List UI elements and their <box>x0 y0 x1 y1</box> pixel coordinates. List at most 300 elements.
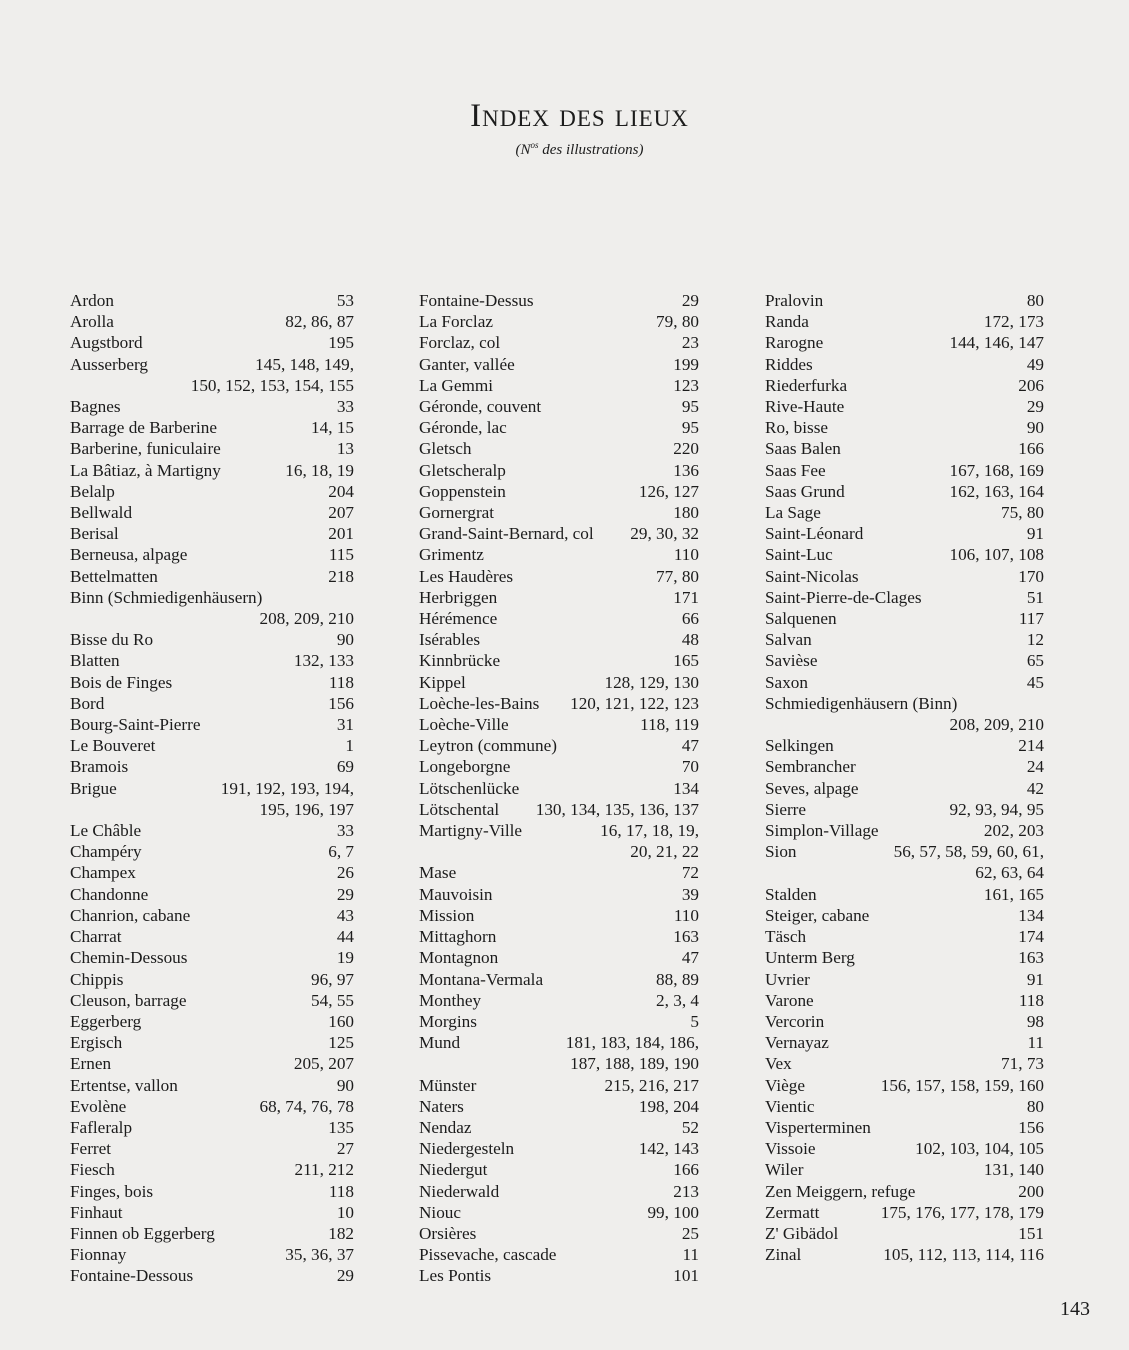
entry-pages: 156 <box>328 693 354 713</box>
entry-pages: 65 <box>1026 651 1044 671</box>
entry-pages: 35, 36, 37 <box>285 1245 354 1265</box>
entry-place: Gletsch <box>419 439 472 459</box>
index-entry <box>419 354 699 375</box>
entry-place: Mase <box>419 863 457 883</box>
index-entry <box>765 693 1044 714</box>
entry-place: Pissevache, cascade <box>419 1245 557 1265</box>
entry-place: Rive-Haute <box>765 397 845 417</box>
entry-place: Ergisch <box>70 1033 123 1053</box>
entry-pages: 120, 121, 122, 123 <box>570 693 699 713</box>
entry-pages: 123 <box>673 375 699 395</box>
entry-place: Schmiedigenhäusern (Binn) <box>765 693 958 713</box>
entry-place: Mauvoisin <box>419 884 493 904</box>
entry-place: Saint-Nicolas <box>765 566 859 586</box>
entry-place: Saas Grund <box>765 481 845 501</box>
entry-place: Bois de Finges <box>70 672 173 692</box>
index-entry <box>70 1202 354 1223</box>
entry-place: Gornergrat <box>419 503 495 523</box>
entry-place: Zermatt <box>765 1202 820 1222</box>
index-entry <box>70 523 354 544</box>
entry-pages: 156 <box>1018 1117 1044 1137</box>
entry-pages: 166 <box>1018 439 1044 459</box>
entry-place: Isérables <box>419 630 481 650</box>
entry-place: Bellwald <box>70 503 133 523</box>
entry-place: Saint-Luc <box>765 545 833 565</box>
entry-place: Täsch <box>765 927 807 947</box>
entry-pages: 110 <box>673 905 699 925</box>
entry-place: Le Bouveret <box>70 736 156 756</box>
entry-place: Chemin-Dessous <box>70 948 188 968</box>
index-entry <box>765 290 1044 311</box>
index-entry <box>70 290 354 311</box>
entry-place: Zinal <box>765 1245 802 1265</box>
entry-place: Savièse <box>765 651 818 671</box>
entry-pages: 29 <box>681 291 699 310</box>
index-entry <box>765 523 1044 544</box>
index-entry <box>419 523 699 544</box>
entry-place: Vientic <box>765 1096 815 1116</box>
index-entry <box>765 375 1044 396</box>
entry-place: Bagnes <box>70 397 121 417</box>
entry-pages: 206 <box>1018 375 1044 395</box>
index-entry <box>765 1223 1044 1244</box>
entry-place: Leytron (commune) <box>419 736 557 756</box>
index-entry <box>419 332 699 353</box>
index-entry <box>419 926 699 947</box>
entry-pages: 92, 93, 94, 95 <box>949 799 1044 819</box>
entry-pages: 115 <box>328 545 354 565</box>
entry-pages: 170 <box>1018 566 1044 586</box>
entry-pages: 2, 3, 4 <box>656 990 699 1010</box>
entry-pages: 53 <box>336 291 354 310</box>
entry-place: Niouc <box>419 1202 462 1222</box>
entry-pages: 132, 133 <box>293 651 354 671</box>
index-entry <box>70 481 354 502</box>
entry-place: Sion <box>765 842 797 862</box>
index-entry <box>70 332 354 353</box>
entry-pages: 29, 30, 32 <box>630 524 699 544</box>
entry-pages: 167, 168, 169 <box>949 460 1044 480</box>
entry-pages: 24 <box>1026 757 1044 777</box>
entry-place: Champex <box>70 863 136 883</box>
entry-place: Finges, bois <box>70 1181 154 1201</box>
entry-pages: 105, 112, 113, 114, 116 <box>883 1245 1044 1265</box>
entry-pages: 191, 192, 193, 194, <box>220 778 354 798</box>
page-subtitle <box>0 140 1129 159</box>
entry-pages: 145, 148, 149, <box>255 354 354 374</box>
entry-place: Fafleralp <box>70 1117 133 1137</box>
entry-place: Selkingen <box>765 736 834 756</box>
entry-pages: 49 <box>1026 354 1044 374</box>
entry-pages: 66 <box>681 609 699 629</box>
entry-place: Cleuson, barrage <box>70 990 187 1010</box>
index-entry <box>765 1011 1044 1032</box>
index-entry <box>765 417 1044 438</box>
entry-place: Niederwald <box>419 1181 500 1201</box>
entry-place: Augstbord <box>70 333 143 353</box>
entry-pages: 99, 100 <box>647 1202 699 1222</box>
page-title: Index des lieux <box>470 98 689 134</box>
entry-place: Ausserberg <box>70 354 148 374</box>
index-entry <box>765 481 1044 502</box>
entry-place: Forclaz, col <box>419 333 501 353</box>
index-entry <box>765 926 1044 947</box>
entry-pages: 71, 73 <box>1001 1054 1044 1074</box>
index-entry <box>419 311 699 332</box>
entry-place: Riederfurka <box>765 375 848 395</box>
index-entry <box>70 1159 354 1180</box>
entry-pages: 25 <box>681 1223 699 1243</box>
entry-pages: 29 <box>336 884 354 904</box>
index-entry <box>765 672 1044 693</box>
entry-pages: 162, 163, 164 <box>949 481 1044 501</box>
entry-pages: 47 <box>681 736 699 756</box>
index-entry <box>765 502 1044 523</box>
entry-place: La Forclaz <box>419 312 493 332</box>
entry-place: Mittaghorn <box>419 927 497 947</box>
entry-place: Varone <box>765 990 814 1010</box>
index-entry <box>765 396 1044 417</box>
entry-pages: 96, 97 <box>311 969 354 989</box>
index-entry <box>765 799 1044 820</box>
entry-place: Belalp <box>70 481 115 501</box>
entry-pages: 42 <box>1026 778 1044 798</box>
entry-pages: 29 <box>1026 397 1044 417</box>
index-entry <box>765 841 1044 862</box>
entry-pages: 135 <box>328 1117 354 1137</box>
entry-place: Orsières <box>419 1223 477 1243</box>
entry-place: Salvan <box>765 630 812 650</box>
index-entry <box>419 650 699 671</box>
entry-place: Barrage de Barberine <box>70 418 217 438</box>
entry-pages: 95 <box>681 397 699 417</box>
index-entry <box>419 587 699 608</box>
index-entry <box>70 1011 354 1032</box>
entry-pages: 218 <box>328 566 354 586</box>
entry-place: Evolène <box>70 1096 127 1116</box>
entry-pages: 102, 103, 104, 105 <box>915 1139 1044 1159</box>
index-entry <box>765 1202 1044 1223</box>
index-entry <box>70 693 354 714</box>
index-entry <box>70 566 354 587</box>
index-entry <box>419 460 699 481</box>
entry-pages: 156, 157, 158, 159, 160 <box>880 1075 1044 1095</box>
index-entry <box>419 1096 699 1117</box>
entry-place: Bisse du Ro <box>70 630 154 650</box>
index-entry <box>419 1223 699 1244</box>
index-entry <box>419 1159 699 1180</box>
entry-pages: 33 <box>336 821 354 841</box>
index-entry <box>70 1075 354 1096</box>
entry-place: Arolla <box>70 312 114 332</box>
index-entry <box>70 820 354 841</box>
entry-place: Nendaz <box>419 1117 472 1137</box>
index-entry <box>419 990 699 1011</box>
entry-pages: 14, 15 <box>311 418 354 438</box>
entry-pages: 90 <box>336 1075 354 1095</box>
entry-pages: 128, 129, 130 <box>604 672 699 692</box>
index-entry <box>765 566 1044 587</box>
entry-place: Steiger, cabane <box>765 905 870 925</box>
entry-pages: 12 <box>1026 630 1044 650</box>
index-entry <box>70 714 354 735</box>
page-number: 143 <box>1060 1298 1090 1320</box>
entry-pages: 110 <box>673 545 699 565</box>
index-entry <box>419 290 699 311</box>
entry-pages: 56, 57, 58, 59, 60, 61, <box>893 842 1044 862</box>
entry-place: Blatten <box>70 651 120 671</box>
entry-place: Brigue <box>70 778 117 798</box>
entry-pages: 201 <box>328 524 354 544</box>
index-entry <box>419 862 699 883</box>
entry-place: Niedergesteln <box>419 1139 515 1159</box>
index-entry <box>70 1244 354 1265</box>
index-entry <box>419 629 699 650</box>
index-entry <box>765 1159 1044 1180</box>
entry-pages-continued: 208, 209, 210 <box>949 715 1044 735</box>
index-entry <box>765 650 1044 671</box>
index-entry <box>419 438 699 459</box>
entry-place: Champéry <box>70 842 142 862</box>
entry-pages: 98 <box>1026 1011 1044 1031</box>
index-entry <box>70 1053 354 1074</box>
entry-place: Zen Meiggern, refuge <box>765 1181 916 1201</box>
index-entry <box>765 969 1044 990</box>
entry-pages: 205, 207 <box>293 1054 354 1074</box>
entry-place: Sembrancher <box>765 757 856 777</box>
entry-place: Chandonne <box>70 884 149 904</box>
index-entry <box>419 778 699 799</box>
entry-place: Ardon <box>70 291 114 310</box>
index-entry <box>70 735 354 756</box>
index-entry <box>70 650 354 671</box>
entry-pages: 131, 140 <box>983 1160 1044 1180</box>
index-entry <box>70 1265 354 1286</box>
index-entry <box>419 502 699 523</box>
index-entry <box>765 756 1044 777</box>
entry-place: Mission <box>419 905 475 925</box>
entry-place: Münster <box>419 1075 477 1095</box>
index-entry <box>765 1096 1044 1117</box>
entry-place: Charrat <box>70 927 122 947</box>
entry-pages-continued: 150, 152, 153, 154, 155 <box>190 375 354 395</box>
entry-place: Fontaine-Dessous <box>70 1266 194 1286</box>
entry-place: Vernayaz <box>765 1033 829 1053</box>
entry-pages: 91 <box>1026 969 1044 989</box>
entry-pages: 47 <box>681 948 699 968</box>
index-entry <box>70 969 354 990</box>
entry-place: Finhaut <box>70 1202 123 1222</box>
entry-pages: 33 <box>336 397 354 417</box>
entry-place: Vissoie <box>765 1139 816 1159</box>
entry-place: Riddes <box>765 354 813 374</box>
entry-place: Niedergut <box>419 1160 488 1180</box>
index-entry <box>70 311 354 332</box>
entry-place: Kinnbrücke <box>419 651 501 671</box>
entry-pages: 199 <box>673 354 699 374</box>
index-entry <box>419 1075 699 1096</box>
index-entry <box>419 905 699 926</box>
entry-pages: 6, 7 <box>328 842 354 862</box>
entry-pages: 207 <box>328 503 354 523</box>
entry-pages: 165 <box>673 651 699 671</box>
entry-place: Saxon <box>765 672 808 692</box>
entry-pages: 13 <box>336 439 354 459</box>
entry-place: Naters <box>419 1096 464 1116</box>
index-entry <box>765 1181 1044 1202</box>
entry-pages: 10 <box>336 1202 354 1222</box>
index-entry <box>70 884 354 905</box>
index-entry <box>70 438 354 459</box>
index-entry <box>765 1244 1044 1265</box>
index-entry <box>419 820 699 841</box>
entry-pages: 91 <box>1026 524 1044 544</box>
entry-pages: 151 <box>1018 1223 1044 1243</box>
entry-pages-continued: 20, 21, 22 <box>630 842 699 862</box>
index-entry <box>419 799 699 820</box>
index-entry <box>70 1223 354 1244</box>
entry-pages: 95 <box>681 418 699 438</box>
index-entry <box>765 1032 1044 1053</box>
entry-place: Randa <box>765 312 809 332</box>
entry-pages: 163 <box>1018 948 1044 968</box>
index-entry <box>70 672 354 693</box>
entry-place: Saas Balen <box>765 439 841 459</box>
index-entry <box>419 735 699 756</box>
index-entry <box>70 1096 354 1117</box>
index-column-2 <box>419 290 699 1287</box>
index-entry <box>70 396 354 417</box>
entry-place: Rarogne <box>765 333 824 353</box>
entry-pages: 172, 173 <box>983 312 1044 332</box>
subtitle-prefix: (N <box>515 142 531 158</box>
entry-pages: 79, 80 <box>656 312 699 332</box>
index-entry <box>419 1202 699 1223</box>
entry-pages: 134 <box>1018 905 1044 925</box>
entry-pages: 134 <box>673 778 699 798</box>
entry-pages: 69 <box>336 757 354 777</box>
entry-pages: 80 <box>1026 1096 1044 1116</box>
entry-place: Géronde, couvent <box>419 397 542 417</box>
index-entry <box>765 460 1044 481</box>
entry-place: Bettelmatten <box>70 566 158 586</box>
entry-pages: 144, 146, 147 <box>949 333 1044 353</box>
index-entry <box>419 969 699 990</box>
entry-place: Simplon-Village <box>765 821 879 841</box>
entry-place: Eggerberg <box>70 1011 142 1031</box>
entry-place: Mund <box>419 1033 461 1053</box>
entry-place: Stalden <box>765 884 817 904</box>
entry-pages: 72 <box>681 863 699 883</box>
index-entry <box>70 905 354 926</box>
entry-place: Uvrier <box>765 969 810 989</box>
entry-place: Saint-Pierre-de-Clages <box>765 587 922 607</box>
entry-place: Hérémence <box>419 609 498 629</box>
index-entry <box>70 1032 354 1053</box>
entry-pages: 200 <box>1018 1181 1044 1201</box>
entry-pages: 90 <box>336 630 354 650</box>
entry-place: Ertentse, vallon <box>70 1075 178 1095</box>
index-entry <box>765 629 1044 650</box>
entry-pages: 211, 212 <box>294 1160 354 1180</box>
entry-place: Lötschenlücke <box>419 778 520 798</box>
entry-place: Z' Gibädol <box>765 1223 839 1243</box>
index-entry <box>765 438 1044 459</box>
entry-pages-continued: 62, 63, 64 <box>975 863 1044 883</box>
index-entry <box>765 947 1044 968</box>
entry-place: Bord <box>70 693 105 713</box>
entry-pages: 202, 203 <box>983 821 1044 841</box>
entry-pages: 82, 86, 87 <box>285 312 354 332</box>
entry-pages: 19 <box>336 948 354 968</box>
entry-pages: 213 <box>673 1181 699 1201</box>
index-entry <box>70 990 354 1011</box>
index-entry <box>419 566 699 587</box>
entry-pages: 45 <box>1026 672 1044 692</box>
entry-place: Ganter, vallée <box>419 354 515 374</box>
entry-pages: 16, 17, 18, 19, <box>600 821 699 841</box>
entry-place: Seves, alpage <box>765 778 859 798</box>
index-entry <box>419 1181 699 1202</box>
index-entry <box>70 502 354 523</box>
entry-pages: 215, 216, 217 <box>604 1075 699 1095</box>
index-entry <box>70 417 354 438</box>
index-entry <box>419 608 699 629</box>
entry-place: Pralovin <box>765 291 824 310</box>
index-entry <box>419 947 699 968</box>
index-entry <box>419 672 699 693</box>
entry-pages: 174 <box>1018 927 1044 947</box>
index-entry <box>419 375 699 396</box>
index-entry <box>765 1138 1044 1159</box>
entry-pages: 44 <box>336 927 354 947</box>
entry-pages: 118, 119 <box>640 715 699 735</box>
entry-pages: 118 <box>328 672 354 692</box>
entry-place: Berisal <box>70 524 119 544</box>
entry-pages: 54, 55 <box>311 990 354 1010</box>
entry-pages: 77, 80 <box>656 566 699 586</box>
entry-place: Kippel <box>419 672 466 692</box>
index-entry <box>419 756 699 777</box>
entry-pages-continued: 208, 209, 210 <box>259 609 354 629</box>
entry-pages: 31 <box>336 715 354 735</box>
index-entry <box>70 862 354 883</box>
entry-place: Fiesch <box>70 1160 115 1180</box>
entry-pages: 118 <box>1018 990 1044 1010</box>
index-entry <box>70 354 354 375</box>
entry-pages: 171 <box>673 587 699 607</box>
entry-pages: 43 <box>336 905 354 925</box>
entry-place: Le Châble <box>70 821 142 841</box>
index-entry <box>419 693 699 714</box>
entry-pages: 166 <box>673 1160 699 1180</box>
entry-pages: 175, 176, 177, 178, 179 <box>880 1202 1044 1222</box>
index-entry <box>765 544 1044 565</box>
entry-pages-continued: 187, 188, 189, 190 <box>570 1054 699 1074</box>
entry-place: Martigny-Ville <box>419 821 523 841</box>
entry-place: Bourg-Saint-Pierre <box>70 715 201 735</box>
entry-pages: 125 <box>328 1033 354 1053</box>
entry-pages: 5 <box>690 1011 699 1031</box>
entry-pages: 136 <box>673 460 699 480</box>
index-entry <box>70 756 354 777</box>
index-entry <box>419 1011 699 1032</box>
entry-pages: 220 <box>673 439 699 459</box>
entry-pages: 68, 74, 76, 78 <box>259 1096 354 1116</box>
entry-place: Monthey <box>419 990 482 1010</box>
entry-pages: 180 <box>673 503 699 523</box>
index-entry <box>70 926 354 947</box>
